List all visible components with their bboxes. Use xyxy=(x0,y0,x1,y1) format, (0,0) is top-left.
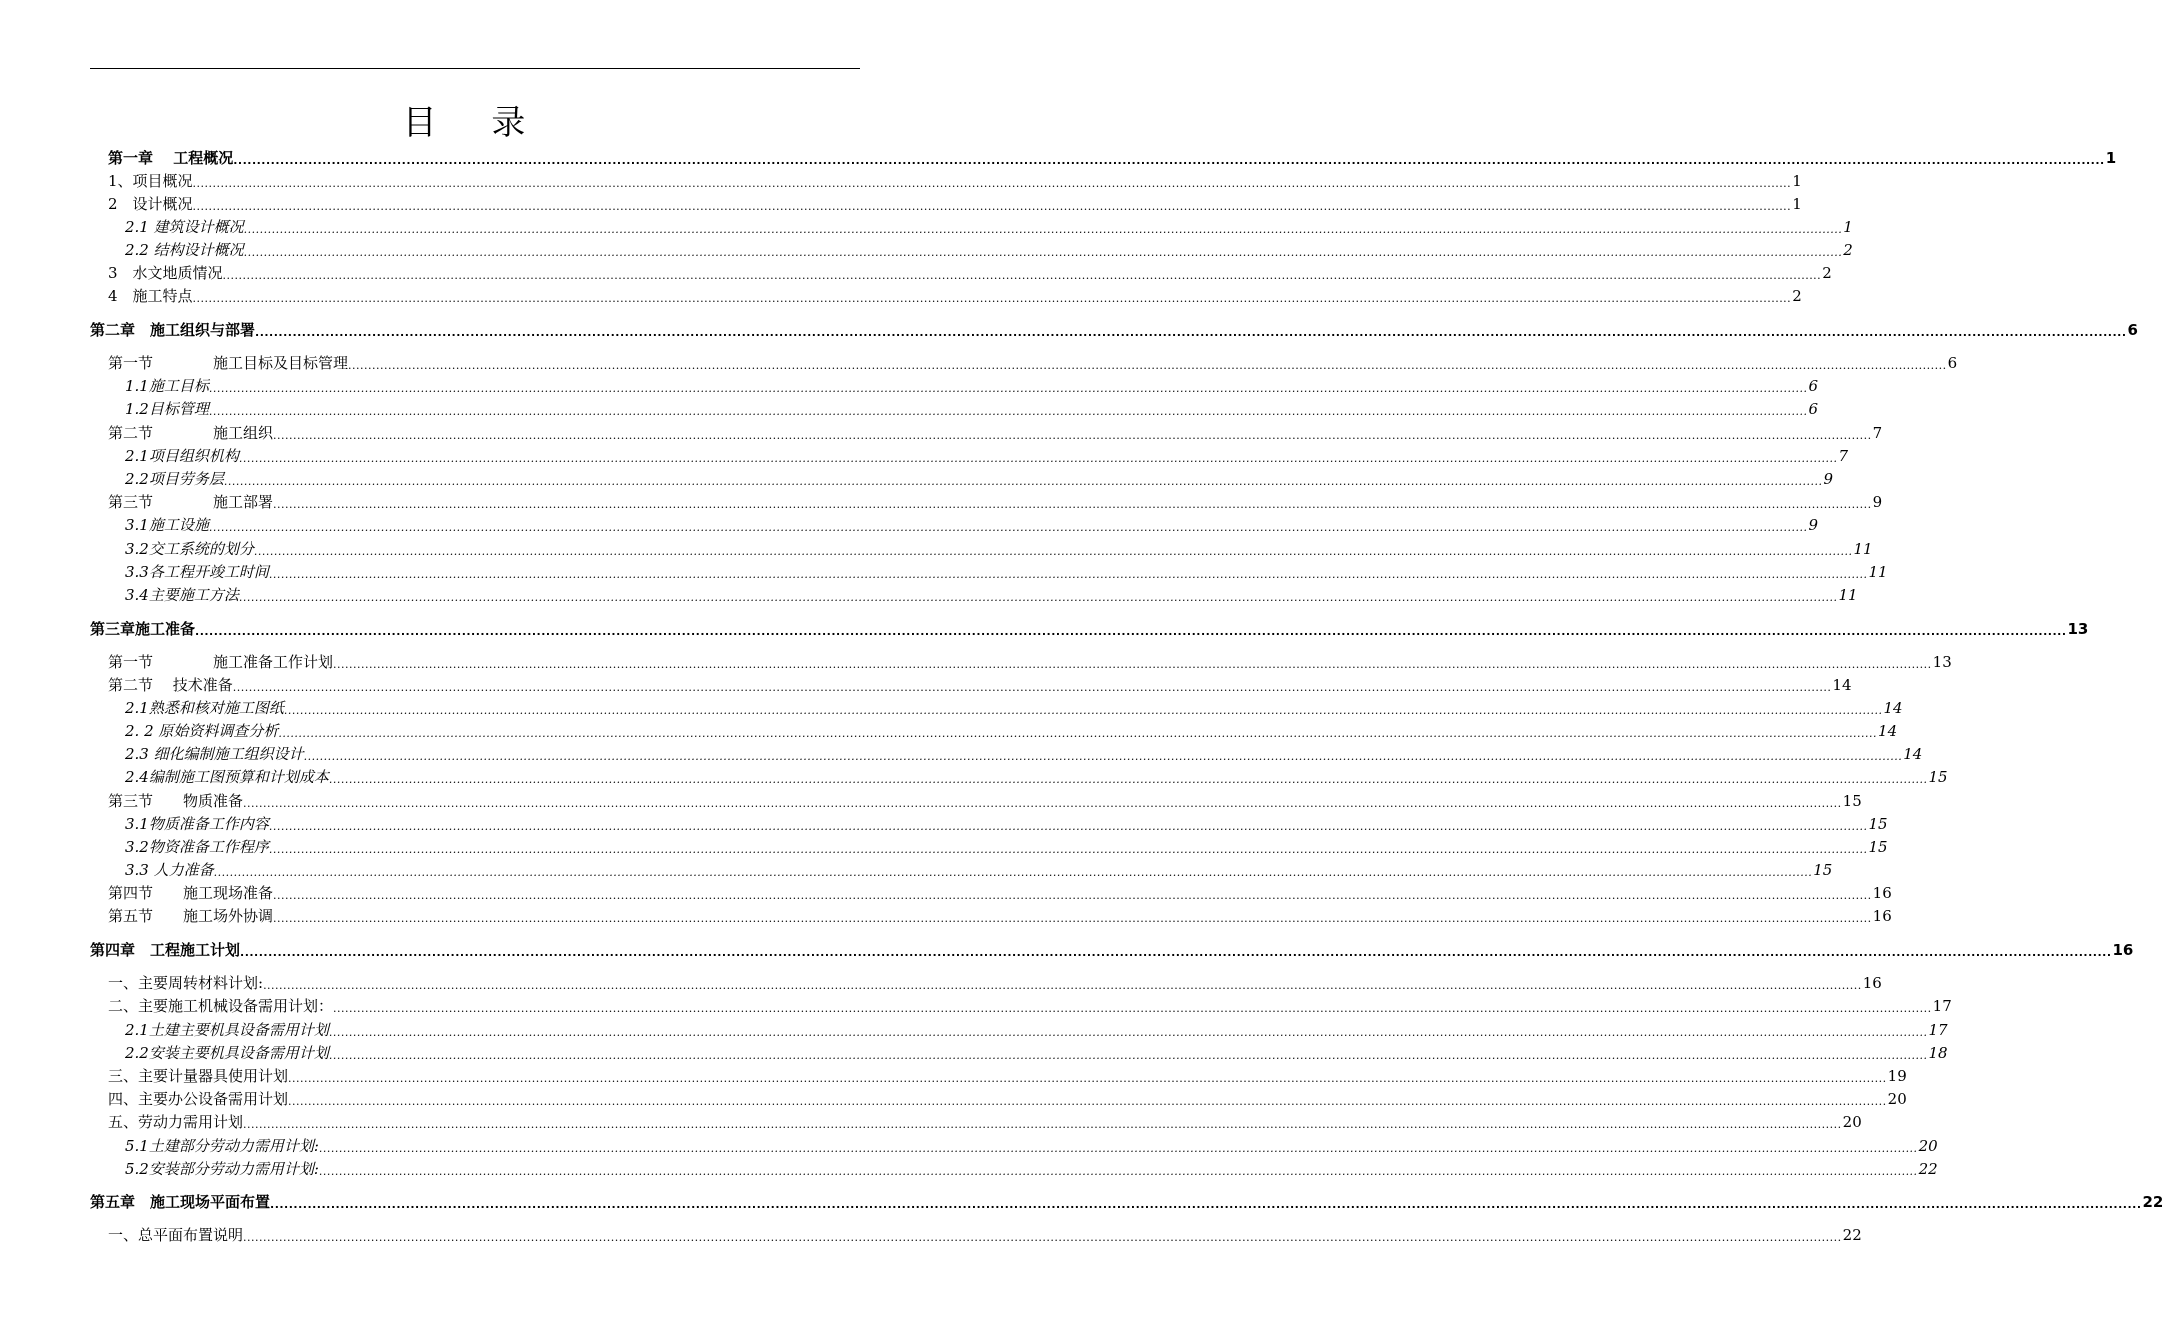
toc-entry-label: 2.1 建筑设计概况 xyxy=(125,218,244,236)
toc-entry[interactable] xyxy=(125,696,1903,718)
toc-entry-page: 6 xyxy=(1808,400,1819,418)
toc-entry[interactable] xyxy=(108,789,1862,811)
toc-entry-page: 22 xyxy=(1918,1160,1938,1178)
toc-entry[interactable] xyxy=(125,374,1819,396)
toc-leader-dots: ................................................................................................................................................................................................................................................................................................................................................................................................................ xyxy=(222,269,1822,282)
toc-entry-page: 16 xyxy=(1872,884,1892,902)
toc-entry[interactable] xyxy=(108,1110,1862,1132)
toc-entry[interactable] xyxy=(125,765,1948,787)
toc-entry-label: 第一章 工程概况 xyxy=(108,149,234,167)
toc-entry-label: 4 施工特点 xyxy=(108,287,193,305)
toc-leader-dots: ................................................................................................................................................................................................................................................................................................................................................................................................................ xyxy=(208,521,1808,534)
toc-entry[interactable] xyxy=(90,318,2138,340)
toc-entry-label: 二、主要施工机械设备需用计划： xyxy=(108,997,334,1015)
toc-entry-page: 7 xyxy=(1872,424,1883,442)
toc-leader-dots: ................................................................................................................................................................................................................................................................................................................................................................................................................ xyxy=(333,1002,1932,1015)
toc-entry-label: 一、总平面布置说明 xyxy=(108,1226,244,1244)
toc-leader-dots: ................................................................................................................................................................................................................................................................................................................................................................................................................ xyxy=(195,625,2067,638)
toc-entry-page: 9 xyxy=(1823,470,1834,488)
toc-entry-label: 四、主要办公设备需用计划 xyxy=(108,1090,289,1108)
toc-entry-label: 第一节 施工目标及目标管理 xyxy=(108,354,349,372)
toc-entry[interactable] xyxy=(125,1157,1938,1179)
toc-leader-dots: ................................................................................................................................................................................................................................................................................................................................................................................................................ xyxy=(238,591,1838,604)
toc-leader-dots: ................................................................................................................................................................................................................................................................................................................................................................................................................ xyxy=(243,1231,1842,1244)
toc-entry-page: 1 xyxy=(1792,172,1802,190)
toc-entry[interactable] xyxy=(125,1134,1938,1156)
toc-entry[interactable] xyxy=(90,617,2089,639)
toc-entry[interactable] xyxy=(108,261,1832,283)
toc-leader-dots: ................................................................................................................................................................................................................................................................................................................................................................................................................ xyxy=(243,223,1843,236)
toc-leader-dots: ................................................................................................................................................................................................................................................................................................................................................................................................................ xyxy=(192,177,1792,190)
toc-entry[interactable] xyxy=(108,881,1892,903)
toc-leader-dots: ................................................................................................................................................................................................................................................................................................................................................................................................................ xyxy=(333,658,1932,671)
toc-entry-page: 11 xyxy=(1868,563,1888,581)
toc-leader-dots: ................................................................................................................................................................................................................................................................................................................................................................................................................ xyxy=(213,866,1813,879)
toc-entry[interactable] xyxy=(125,812,1888,834)
toc-leader-dots: ................................................................................................................................................................................................................................................................................................................................................................................................................ xyxy=(278,727,1878,740)
toc-entry-page: 15 xyxy=(1842,792,1862,810)
toc-entry-label: 3.2交工系统的划分 xyxy=(125,540,254,558)
toc-leader-dots: ................................................................................................................................................................................................................................................................................................................................................................................................................ xyxy=(208,382,1808,395)
toc-leader-dots: ................................................................................................................................................................................................................................................................................................................................................................................................................ xyxy=(288,1072,1887,1085)
toc-entry-label: 第四章 工程施工计划 xyxy=(90,941,241,959)
toc-entry-page: 18 xyxy=(1928,1044,1948,1062)
toc-entry-page: 1 xyxy=(1792,195,1802,213)
toc-entry-page: 1 xyxy=(2105,149,2117,167)
toc-entry-page: 9 xyxy=(1808,516,1819,534)
toc-leader-dots: ................................................................................................................................................................................................................................................................................................................................................................................................................ xyxy=(243,246,1843,259)
toc-leader-dots: ................................................................................................................................................................................................................................................................................................................................................................................................................ xyxy=(273,429,1872,442)
toc-entry[interactable] xyxy=(125,467,1834,489)
toc-entry-label: 2.1土建主要机具设备需用计划 xyxy=(125,1021,329,1039)
toc-entry[interactable] xyxy=(125,1018,1948,1040)
toc-entry[interactable] xyxy=(125,513,1819,535)
toc-entry-label: 3.3 人力准备 xyxy=(125,861,214,879)
toc-entry-page: 11 xyxy=(1838,586,1858,604)
toc-entry[interactable] xyxy=(108,1223,1862,1245)
toc-entry-page: 19 xyxy=(1887,1067,1907,1085)
toc-entry-label: 第五章 施工现场平面布置 xyxy=(90,1193,271,1211)
toc-entry-label: 2.4编制施工图预算和计划成本 xyxy=(125,768,329,786)
toc-entry-label: 2.3 细化编制施工组织设计 xyxy=(125,745,304,763)
toc-leader-dots: ................................................................................................................................................................................................................................................................................................................................................................................................................ xyxy=(208,405,1808,418)
toc-entry-label: 3.3各工程开竣工时间 xyxy=(125,563,269,581)
toc-entry-label: 2 设计概况 xyxy=(108,195,193,213)
toc-entry[interactable] xyxy=(108,1087,1907,1109)
toc-entry-label: 5.2安装部分劳动力需用计划: xyxy=(125,1160,319,1178)
toc-entry[interactable] xyxy=(125,742,1923,764)
toc-entry-page: 22 xyxy=(1842,1226,1862,1244)
toc-entry[interactable] xyxy=(90,1190,2163,1212)
toc-leader-dots: ................................................................................................................................................................................................................................................................................................................................................................................................................ xyxy=(240,946,2112,959)
toc-entry-label: 1.1施工目标 xyxy=(125,377,209,395)
toc-entry-page: 13 xyxy=(2067,620,2089,638)
toc-entry-label: 五、劳动力需用计划 xyxy=(108,1113,244,1131)
toc-entry[interactable] xyxy=(125,537,1873,559)
toc-entry-label: 3.4主要施工方法 xyxy=(125,586,239,604)
toc-entry-page: 9 xyxy=(1872,493,1883,511)
toc-leader-dots: ................................................................................................................................................................................................................................................................................................................................................................................................................ xyxy=(273,889,1872,902)
toc-entry-label: 三、主要计量器具使用计划 xyxy=(108,1067,289,1085)
toc-leader-dots: ................................................................................................................................................................................................................................................................................................................................................................................................................ xyxy=(243,797,1842,810)
toc-entry-page: 15 xyxy=(1928,768,1948,786)
toc-entry-page: 14 xyxy=(1903,745,1923,763)
toc-entry-label: 第四节 施工现场准备 xyxy=(108,884,274,902)
toc-leader-dots: ................................................................................................................................................................................................................................................................................................................................................................................................................ xyxy=(268,568,1868,581)
toc-entry-page: 1 xyxy=(1843,218,1853,236)
toc-entry-label: 一、主要周转材料计划: xyxy=(108,974,264,992)
toc-leader-dots: ................................................................................................................................................................................................................................................................................................................................................................................................................ xyxy=(318,1165,1918,1178)
toc-entry-page: 15 xyxy=(1868,815,1888,833)
toc-entry-label: 第三节 施工部署 xyxy=(108,493,274,511)
toc-leader-dots: ................................................................................................................................................................................................................................................................................................................................................................................................................ xyxy=(273,498,1872,511)
toc-entry-label: 2.1项目组织机构 xyxy=(125,447,239,465)
toc-entry-page: 2 xyxy=(1822,264,1832,282)
toc-leader-dots: ................................................................................................................................................................................................................................................................................................................................................................................................................ xyxy=(223,475,1823,488)
toc-leader-dots: ................................................................................................................................................................................................................................................................................................................................................................................................................ xyxy=(233,154,2105,167)
toc-entry[interactable] xyxy=(108,673,1852,695)
toc-entry-label: 第二节 技术准备 xyxy=(108,676,233,694)
toc-leader-dots: ................................................................................................................................................................................................................................................................................................................................................................................................................ xyxy=(232,681,1832,694)
toc-entry-label: 3 水文地质情况 xyxy=(108,264,223,282)
toc-entry[interactable] xyxy=(108,169,1802,191)
toc-entry-page: 14 xyxy=(1832,676,1852,694)
toc-leader-dots: ................................................................................................................................................................................................................................................................................................................................................................................................................ xyxy=(263,979,1862,992)
toc-entry-page: 2 xyxy=(1792,287,1802,305)
toc-entry-page: 20 xyxy=(1842,1113,1862,1131)
toc-entry-page: 6 xyxy=(2127,321,2138,339)
toc-entry[interactable] xyxy=(125,835,1888,857)
toc-entry[interactable] xyxy=(125,397,1819,419)
toc-entry-label: 5.1土建部分劳动力需用计划: xyxy=(125,1137,319,1155)
toc-entry-page: 20 xyxy=(1918,1137,1938,1155)
toc-entry[interactable] xyxy=(108,192,1802,214)
toc-entry-page: 16 xyxy=(2112,941,2134,959)
toc-entry-page: 17 xyxy=(1932,997,1952,1015)
toc-entry[interactable] xyxy=(125,215,1853,237)
toc-entry-label: 第二章 施工组织与部署 xyxy=(90,321,256,339)
toc-entry-page: 11 xyxy=(1853,540,1873,558)
toc-entry[interactable] xyxy=(108,1064,1907,1086)
toc-entry-label: 2.2项目劳务层 xyxy=(125,470,224,488)
toc-leader-dots: ................................................................................................................................................................................................................................................................................................................................................................................................................ xyxy=(328,1049,1928,1062)
toc-leader-dots: ................................................................................................................................................................................................................................................................................................................................................................................................................ xyxy=(328,773,1928,786)
toc-entry-label: 2. 2 原始资料调查分析 xyxy=(125,722,279,740)
toc-entry[interactable] xyxy=(108,421,1883,443)
toc-entry-page: 20 xyxy=(1887,1090,1907,1108)
toc-leader-dots: ................................................................................................................................................................................................................................................................................................................................................................................................................ xyxy=(268,820,1868,833)
toc-entry-label: 3.1施工设施 xyxy=(125,516,209,534)
toc-leader-dots: ................................................................................................................................................................................................................................................................................................................................................................................................................ xyxy=(255,326,2127,339)
toc-leader-dots: ................................................................................................................................................................................................................................................................................................................................................................................................................ xyxy=(328,1026,1928,1039)
toc-leader-dots: ................................................................................................................................................................................................................................................................................................................................................................................................................ xyxy=(283,704,1883,717)
toc-entry-label: 第一节 施工准备工作计划 xyxy=(108,653,334,671)
toc-entry[interactable] xyxy=(108,351,1958,373)
toc-entry-page: 6 xyxy=(1808,377,1819,395)
toc-entry-label: 第二节 施工组织 xyxy=(108,424,274,442)
toc-entry-label: 2.2安装主要机具设备需用计划 xyxy=(125,1044,329,1062)
toc-entry-label: 3.2物资准备工作程序 xyxy=(125,838,269,856)
toc-entry-label: 1.2目标管理 xyxy=(125,400,209,418)
toc-entry[interactable] xyxy=(108,994,1952,1016)
toc-entry-label: 第三节 物质准备 xyxy=(108,792,244,810)
toc-leader-dots: ................................................................................................................................................................................................................................................................................................................................................................................................................ xyxy=(288,1095,1887,1108)
toc-entry-page: 14 xyxy=(1883,699,1903,717)
page-title: 目 录 xyxy=(402,103,548,143)
toc-leader-dots: ................................................................................................................................................................................................................................................................................................................................................................................................................ xyxy=(273,912,1872,925)
toc-entry[interactable] xyxy=(125,1041,1948,1063)
toc-entry-page: 22 xyxy=(2142,1193,2163,1211)
toc-entry-page: 15 xyxy=(1868,838,1888,856)
toc-entry[interactable] xyxy=(125,560,1888,582)
toc-entry[interactable] xyxy=(108,146,2117,168)
toc-entry-label: 第五节 施工场外协调 xyxy=(108,907,274,925)
toc-entry[interactable] xyxy=(125,444,1849,466)
toc-leader-dots: ................................................................................................................................................................................................................................................................................................................................................................................................................ xyxy=(303,750,1903,763)
toc-leader-dots: ................................................................................................................................................................................................................................................................................................................................................................................................................ xyxy=(270,1198,2142,1211)
toc-leader-dots: ................................................................................................................................................................................................................................................................................................................................................................................................................ xyxy=(238,452,1838,465)
toc-leader-dots: ................................................................................................................................................................................................................................................................................................................................................................................................................ xyxy=(192,200,1792,213)
toc-entry-page: 2 xyxy=(1843,241,1853,259)
toc-entry-page: 7 xyxy=(1838,447,1849,465)
toc-entry-label: 3.1物质准备工作内容 xyxy=(125,815,269,833)
toc-entry-page: 17 xyxy=(1928,1021,1948,1039)
toc-entry-page: 16 xyxy=(1872,907,1892,925)
toc-leader-dots: ................................................................................................................................................................................................................................................................................................................................................................................................................ xyxy=(348,359,1947,372)
toc-entry[interactable] xyxy=(90,938,2134,960)
toc-entry[interactable] xyxy=(108,490,1883,512)
toc-entry-page: 6 xyxy=(1947,354,1958,372)
toc-leader-dots: ................................................................................................................................................................................................................................................................................................................................................................................................................ xyxy=(268,843,1868,856)
toc-entry-label: 2.2 结构设计概况 xyxy=(125,241,244,259)
toc-entry[interactable] xyxy=(125,583,1858,605)
toc-entry[interactable] xyxy=(108,971,1882,993)
toc-entry-label: 第三章施工准备 xyxy=(90,620,196,638)
toc-entry[interactable] xyxy=(108,904,1892,926)
toc-leader-dots: ................................................................................................................................................................................................................................................................................................................................................................................................................ xyxy=(243,1118,1842,1131)
toc-entry[interactable] xyxy=(125,238,1853,260)
toc-entry[interactable] xyxy=(125,858,1833,880)
toc-entry[interactable] xyxy=(125,719,1898,741)
toc-entry-page: 14 xyxy=(1878,722,1898,740)
toc-entry-page: 16 xyxy=(1862,974,1882,992)
toc-entry-page: 13 xyxy=(1932,653,1952,671)
toc-entry[interactable] xyxy=(108,650,1952,672)
toc-entry-label: 2.1熟悉和核对施工图纸 xyxy=(125,699,284,717)
toc-leader-dots: ................................................................................................................................................................................................................................................................................................................................................................................................................ xyxy=(192,292,1792,305)
toc-entry-page: 15 xyxy=(1813,861,1833,879)
toc-leader-dots: ................................................................................................................................................................................................................................................................................................................................................................................................................ xyxy=(318,1142,1918,1155)
toc-leader-dots: ................................................................................................................................................................................................................................................................................................................................................................................................................ xyxy=(253,545,1853,558)
toc-entry-label: 1、项目概况 xyxy=(108,172,193,190)
toc-entry[interactable] xyxy=(108,284,1802,306)
